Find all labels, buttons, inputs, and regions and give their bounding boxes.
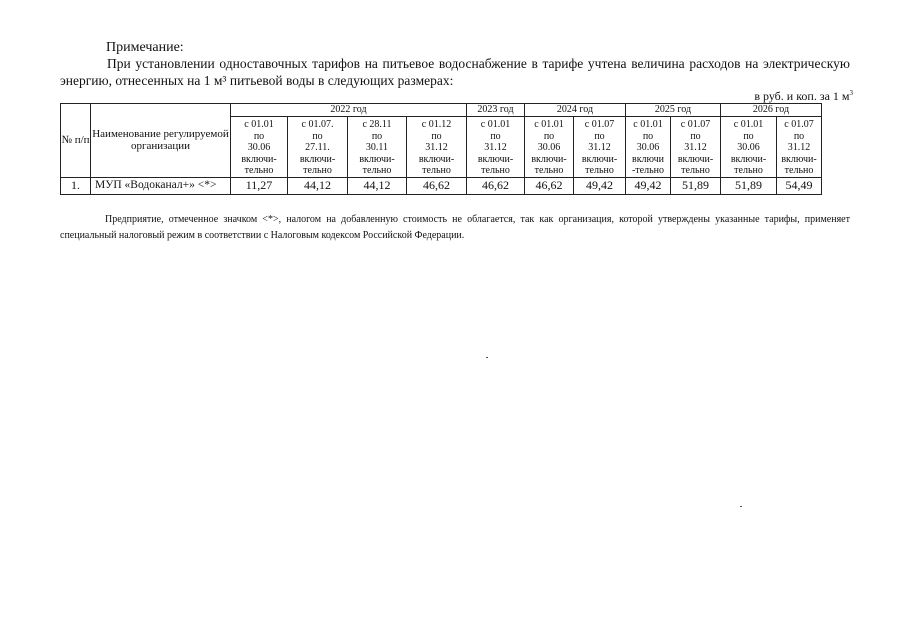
- table-row: [61, 177, 822, 194]
- period-text: с 01.12 по 31.12 включи- тельно: [418, 119, 455, 177]
- tariff-value: 49,42: [574, 177, 626, 194]
- tariff-value: 46,62: [407, 177, 467, 194]
- tariff-table: [60, 103, 822, 195]
- tariff-value: 46,62: [525, 177, 574, 194]
- row-number: 1.: [61, 177, 91, 194]
- period-header: [407, 117, 467, 178]
- period-text: с 01.01 по 30.06 включи -тельно: [631, 119, 665, 177]
- tariff-value: 51,89: [721, 177, 777, 194]
- period-header: [574, 117, 626, 178]
- period-header: [467, 117, 525, 178]
- period-text: с 01.01 по 31.12 включи- тельно: [477, 119, 514, 177]
- tariff-value: 11,27: [231, 177, 288, 194]
- tariff-value: 44,12: [348, 177, 407, 194]
- tariff-value: 46,62: [467, 177, 525, 194]
- note-title: Примечание:: [106, 40, 184, 55]
- period-text: с 01.07 по 31.12 включи- тельно: [677, 119, 714, 177]
- period-text: с 01.07. по 27.11. включи- тельно: [299, 119, 336, 177]
- tariff-value: 51,89: [671, 177, 721, 194]
- units-text: в руб. и коп. за 1 м: [754, 89, 850, 103]
- year-header: 2026 год: [721, 104, 822, 117]
- year-header: 2025 год: [626, 104, 721, 117]
- period-header: [525, 117, 574, 178]
- period-header: [777, 117, 822, 178]
- period-header: [626, 117, 671, 178]
- year-header: 2022 год: [231, 104, 467, 117]
- scan-speck: [486, 357, 488, 358]
- year-header: 2024 год: [525, 104, 626, 117]
- period-text: с 01.07 по 31.12 включи- тельно: [781, 119, 817, 177]
- period-text: с 01.07 по 31.12 включи- тельно: [581, 119, 618, 177]
- scan-speck: [740, 506, 742, 507]
- period-header: [671, 117, 721, 178]
- tariff-value: 49,42: [626, 177, 671, 194]
- note-body: При установлении одноставочных тарифов на питьевое водоснабжение в тарифе учтена величина расходов на электрическую энергию, отнесенных на 1 м³ питьевой воды в следующих размерах:: [60, 56, 850, 88]
- tariff-value: 44,12: [288, 177, 348, 194]
- tariff-value: 54,49: [777, 177, 822, 194]
- units-label: [754, 89, 853, 104]
- period-header: [348, 117, 407, 178]
- organization-name: МУП «Водоканал+» <*>: [91, 177, 231, 194]
- footnote: Предприятие, отмеченное значком <*>, налогом на добавленную стоимость не облагается, так как организация, которой утверждены указанные тарифы, применяет специальный налоговый режим в соответствии с Налоговым кодексом Российской Федерации.: [60, 214, 850, 241]
- period-text: с 01.01 по 30.06 включи- тельно: [531, 119, 567, 177]
- period-text: с 01.01 по 30.06 включи- тельно: [241, 119, 277, 177]
- num-header: № п/п: [61, 104, 91, 178]
- name-header: Наименование регулируемой организации: [91, 104, 231, 178]
- units-superscript: 3: [849, 89, 853, 97]
- year-header: 2023 год: [467, 104, 525, 117]
- period-text: с 01.01 по 30.06 включи- тельно: [730, 119, 767, 177]
- period-header: [231, 117, 288, 178]
- period-text: с 28.11 по 30.11 включи- тельно: [359, 119, 395, 177]
- period-header: [288, 117, 348, 178]
- period-header: [721, 117, 777, 178]
